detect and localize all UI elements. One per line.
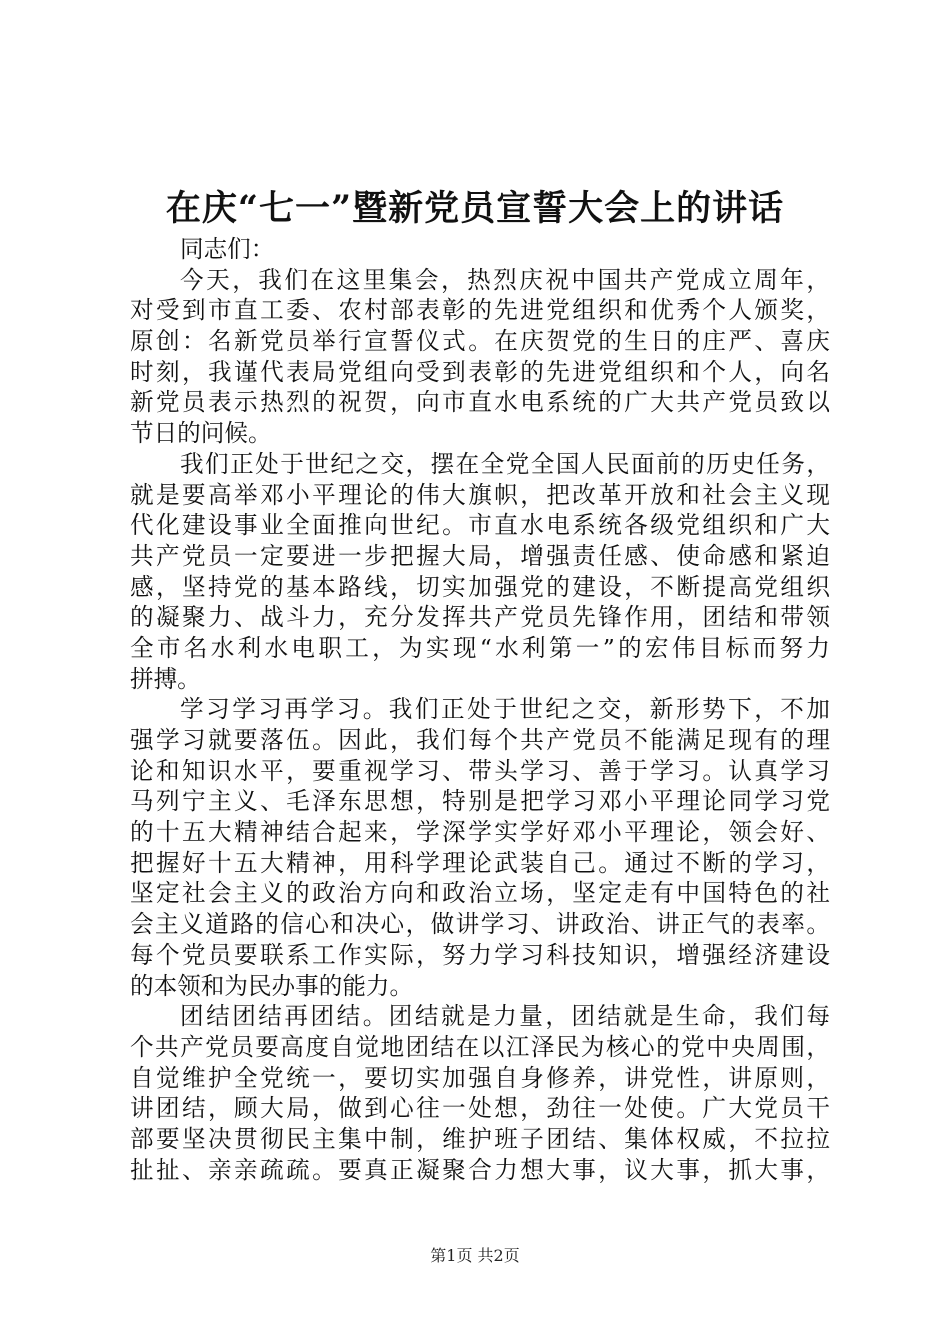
body-line: 的本领和为民办事的能力。: [130, 971, 414, 1000]
body-line: 原创：名新党员举行宣誓仪式。在庆贺党的生日的庄严、喜庆: [130, 327, 830, 356]
body-line: 拼搏。: [130, 664, 201, 693]
body-line: 坚定社会主义的政治方向和政治立场，坚定走有中国特色的社: [130, 879, 830, 908]
body-line: 强学习就要落伍。因此，我们每个共产党员不能满足现有的理: [130, 726, 830, 754]
document-body: [130, 234, 830, 1185]
body-line: 共产党员一定要进一步把握大局，增强责任感、使命感和紧迫: [130, 541, 830, 570]
body-line: 的凝聚力、战斗力，充分发挥共产党员先锋作用，团结和带领: [130, 603, 830, 632]
body-line: 每个党员要联系工作实际，努力学习科技知识，增强经济建设: [130, 940, 830, 969]
body-line: 会主义道路的信心和决心，做讲学习、讲政治、讲正气的表率。: [130, 910, 830, 939]
body-line: 论和知识水平，要重视学习、带头学习、善于学习。认真学习: [130, 756, 830, 785]
body-line: 扯扯、亲亲疏疏。要真正凝聚合力想大事，议大事，抓大事，: [130, 1155, 830, 1184]
document-title: 在庆“七一”暨新党员宣誓大会上的讲话: [165, 188, 785, 229]
body-line: 今天，我们在这里集会，热烈庆祝中国共产党成立周年，: [180, 265, 830, 294]
page-number-footer: 第1页 共2页: [430, 1246, 520, 1265]
body-line: 对受到市直工委、农村部表彰的先进党组织和优秀个人颁奖，: [130, 296, 830, 325]
body-line: 时刻，我谨代表局党组向受到表彰的先进党组织和个人，向名: [130, 357, 830, 386]
body-line: 感，坚持党的基本路线，切实加强党的建设，不断提高党组织: [130, 572, 830, 601]
body-line: 学习学习再学习。我们正处于世纪之交，新形势下，不加: [180, 695, 830, 724]
body-line: 团结团结再团结。团结就是力量，团结就是生命，我们每: [180, 1002, 830, 1031]
body-line: 节日的问候。: [130, 419, 272, 448]
body-line: 的十五大精神结合起来，学深学实学好邓小平理论，领会好、: [130, 818, 830, 847]
body-line: 自觉维护全党统一，要切实加强自身修养，讲党性，讲原则，: [130, 1063, 830, 1092]
body-line: 代化建设事业全面推向世纪。市直水电系统各级党组织和广大: [130, 511, 830, 540]
body-line: 讲团结，顾大局，做到心往一处想，劲往一处使。广大党员干: [130, 1094, 830, 1123]
body-line: 全市名水利水电职工，为实现“水利第一”的宏伟目标而努力: [130, 633, 830, 662]
body-line: 就是要高举邓小平理论的伟大旗帜，把改革开放和社会主义现: [130, 480, 830, 509]
body-line: 我们正处于世纪之交，摆在全党全国人民面前的历史任务，: [180, 449, 830, 478]
body-line: 部要坚决贯彻民主集中制，维护班子团结、集体权威，不拉拉: [130, 1124, 830, 1153]
body-line: 新党员表示热烈的祝贺，向市直水电系统的广大共产党员致以: [130, 388, 830, 417]
body-line: 个共产党员要高度自觉地团结在以江泽民为核心的党中央周围，: [130, 1032, 830, 1061]
body-line: 同志们：: [180, 235, 275, 263]
body-line: 把握好十五大精神，用科学理论武装自己。通过不断的学习，: [130, 848, 830, 877]
body-line: 马列宁主义、毛泽东思想，特别是把学习邓小平理论同学习党: [130, 787, 830, 816]
